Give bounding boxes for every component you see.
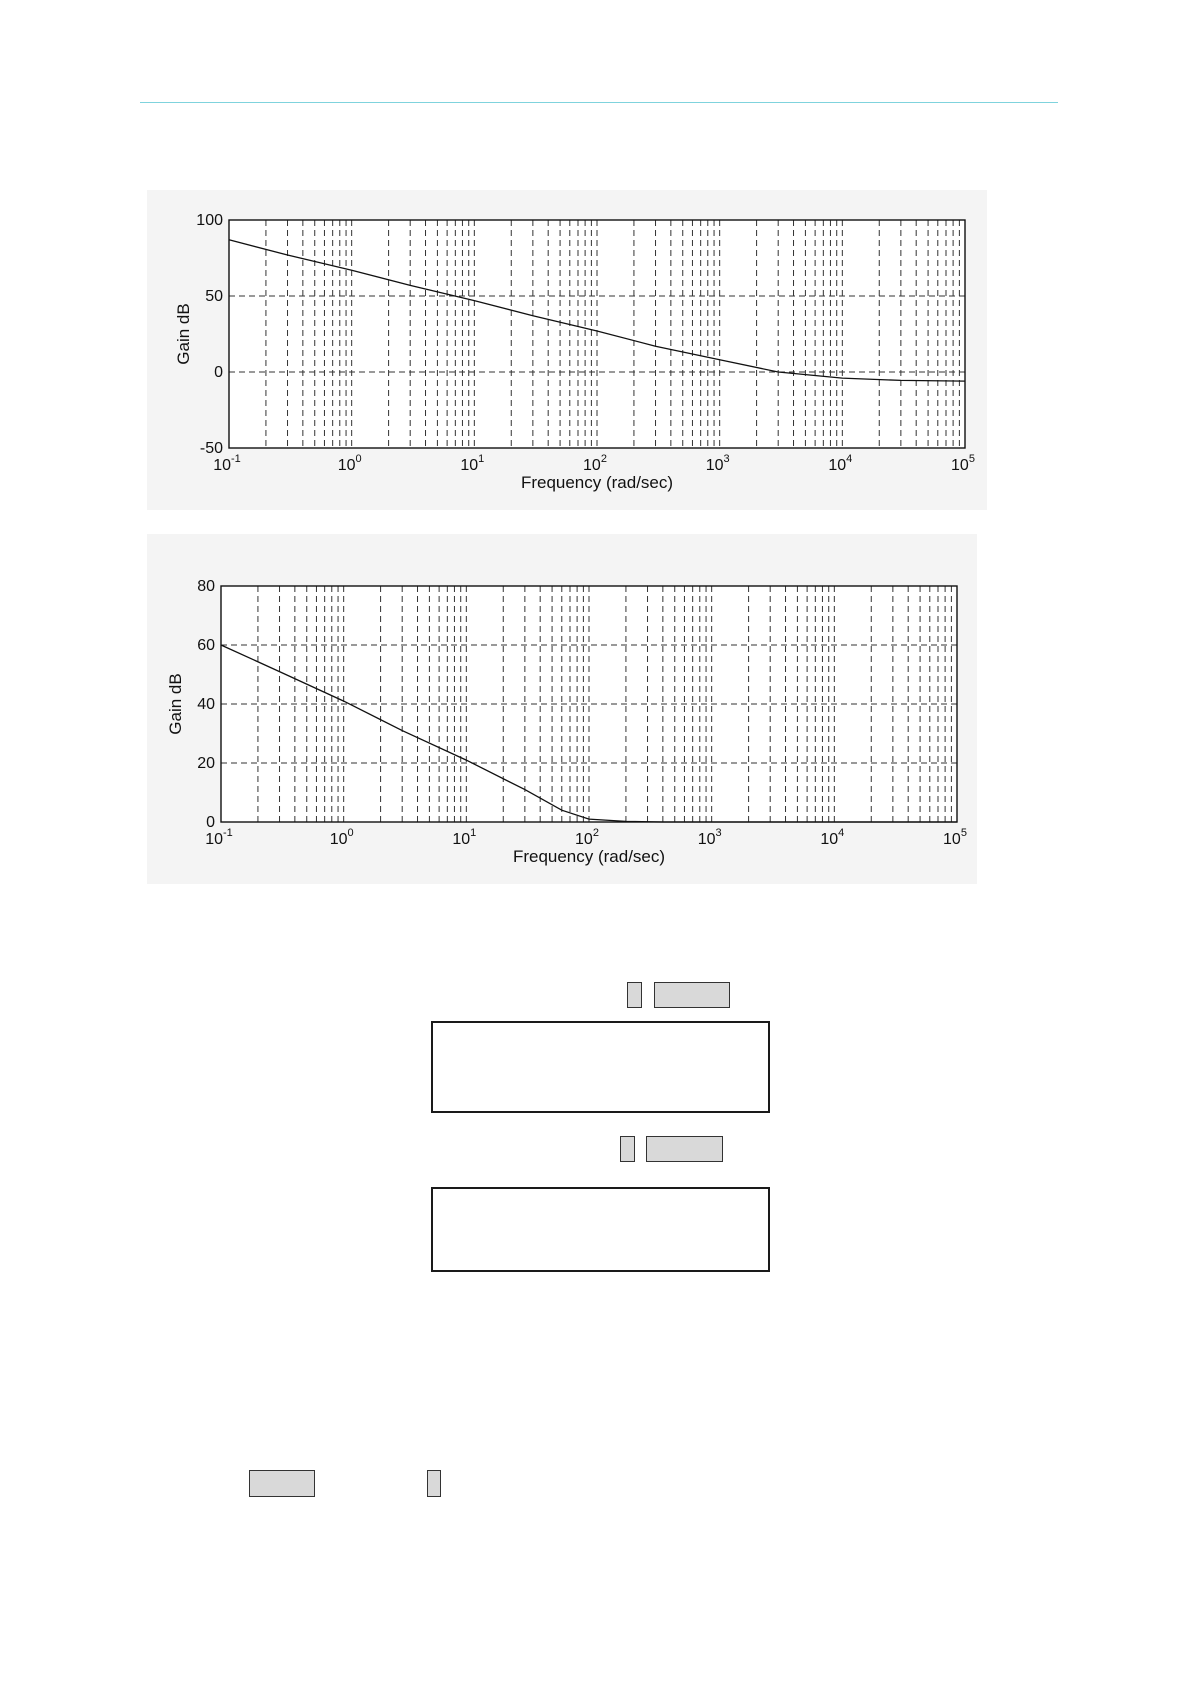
x-tick-label: $10^{-1}$ [205, 827, 233, 848]
y-tick-label: 0 [206, 814, 215, 831]
x-tick-label: $10^2$ [583, 453, 607, 474]
empty-frame-2 [431, 1187, 770, 1272]
y-axis-label: Gain dB [174, 303, 193, 365]
x-tick-label: $10^0$ [337, 453, 362, 474]
y-tick-label: 0 [214, 364, 223, 381]
x-tick-label: $10^0$ [329, 827, 354, 848]
x-tick-label: $10^{-1}$ [213, 453, 241, 474]
header-rule [140, 102, 1058, 103]
x-axis-label: Frequency (rad/sec) [520, 473, 674, 492]
x-tick-label: $10^4$ [820, 827, 845, 848]
x-tick-label: $10^5$ [951, 453, 975, 474]
empty-frame-1 [431, 1021, 770, 1113]
redacted-box-small-3 [427, 1470, 441, 1497]
y-axis-label: Gain dB [166, 673, 185, 735]
x-tick-label: $10^4$ [828, 453, 853, 474]
x-axis-label: Frequency (rad/sec) [512, 847, 666, 866]
redacted-box-wide-2 [646, 1136, 723, 1162]
redacted-box-wide-1 [654, 982, 730, 1008]
y-tick-label: -50 [199, 440, 223, 457]
y-tick-label: 40 [197, 696, 215, 713]
y-tick-label: 50 [205, 288, 223, 305]
x-tick-label: $10^3$ [697, 827, 722, 848]
x-tick-label: $10^2$ [575, 827, 599, 848]
gain-chart-2 [147, 534, 977, 884]
y-tick-label: 20 [197, 755, 215, 772]
y-tick-label: 80 [197, 578, 215, 595]
gain-chart-2-svg [147, 534, 977, 884]
redacted-box-wide-3 [249, 1470, 315, 1497]
gain-chart-1 [147, 190, 987, 510]
x-tick-label: $10^1$ [460, 453, 485, 474]
x-tick-label: $10^5$ [943, 827, 967, 848]
x-tick-label: $10^3$ [705, 453, 730, 474]
y-tick-label: 100 [196, 212, 223, 229]
redacted-box-small-1 [627, 982, 642, 1008]
redacted-box-small-2 [620, 1136, 635, 1162]
gain-chart-1-svg [147, 190, 987, 510]
x-tick-label: $10^1$ [452, 827, 477, 848]
y-tick-label: 60 [197, 637, 215, 654]
